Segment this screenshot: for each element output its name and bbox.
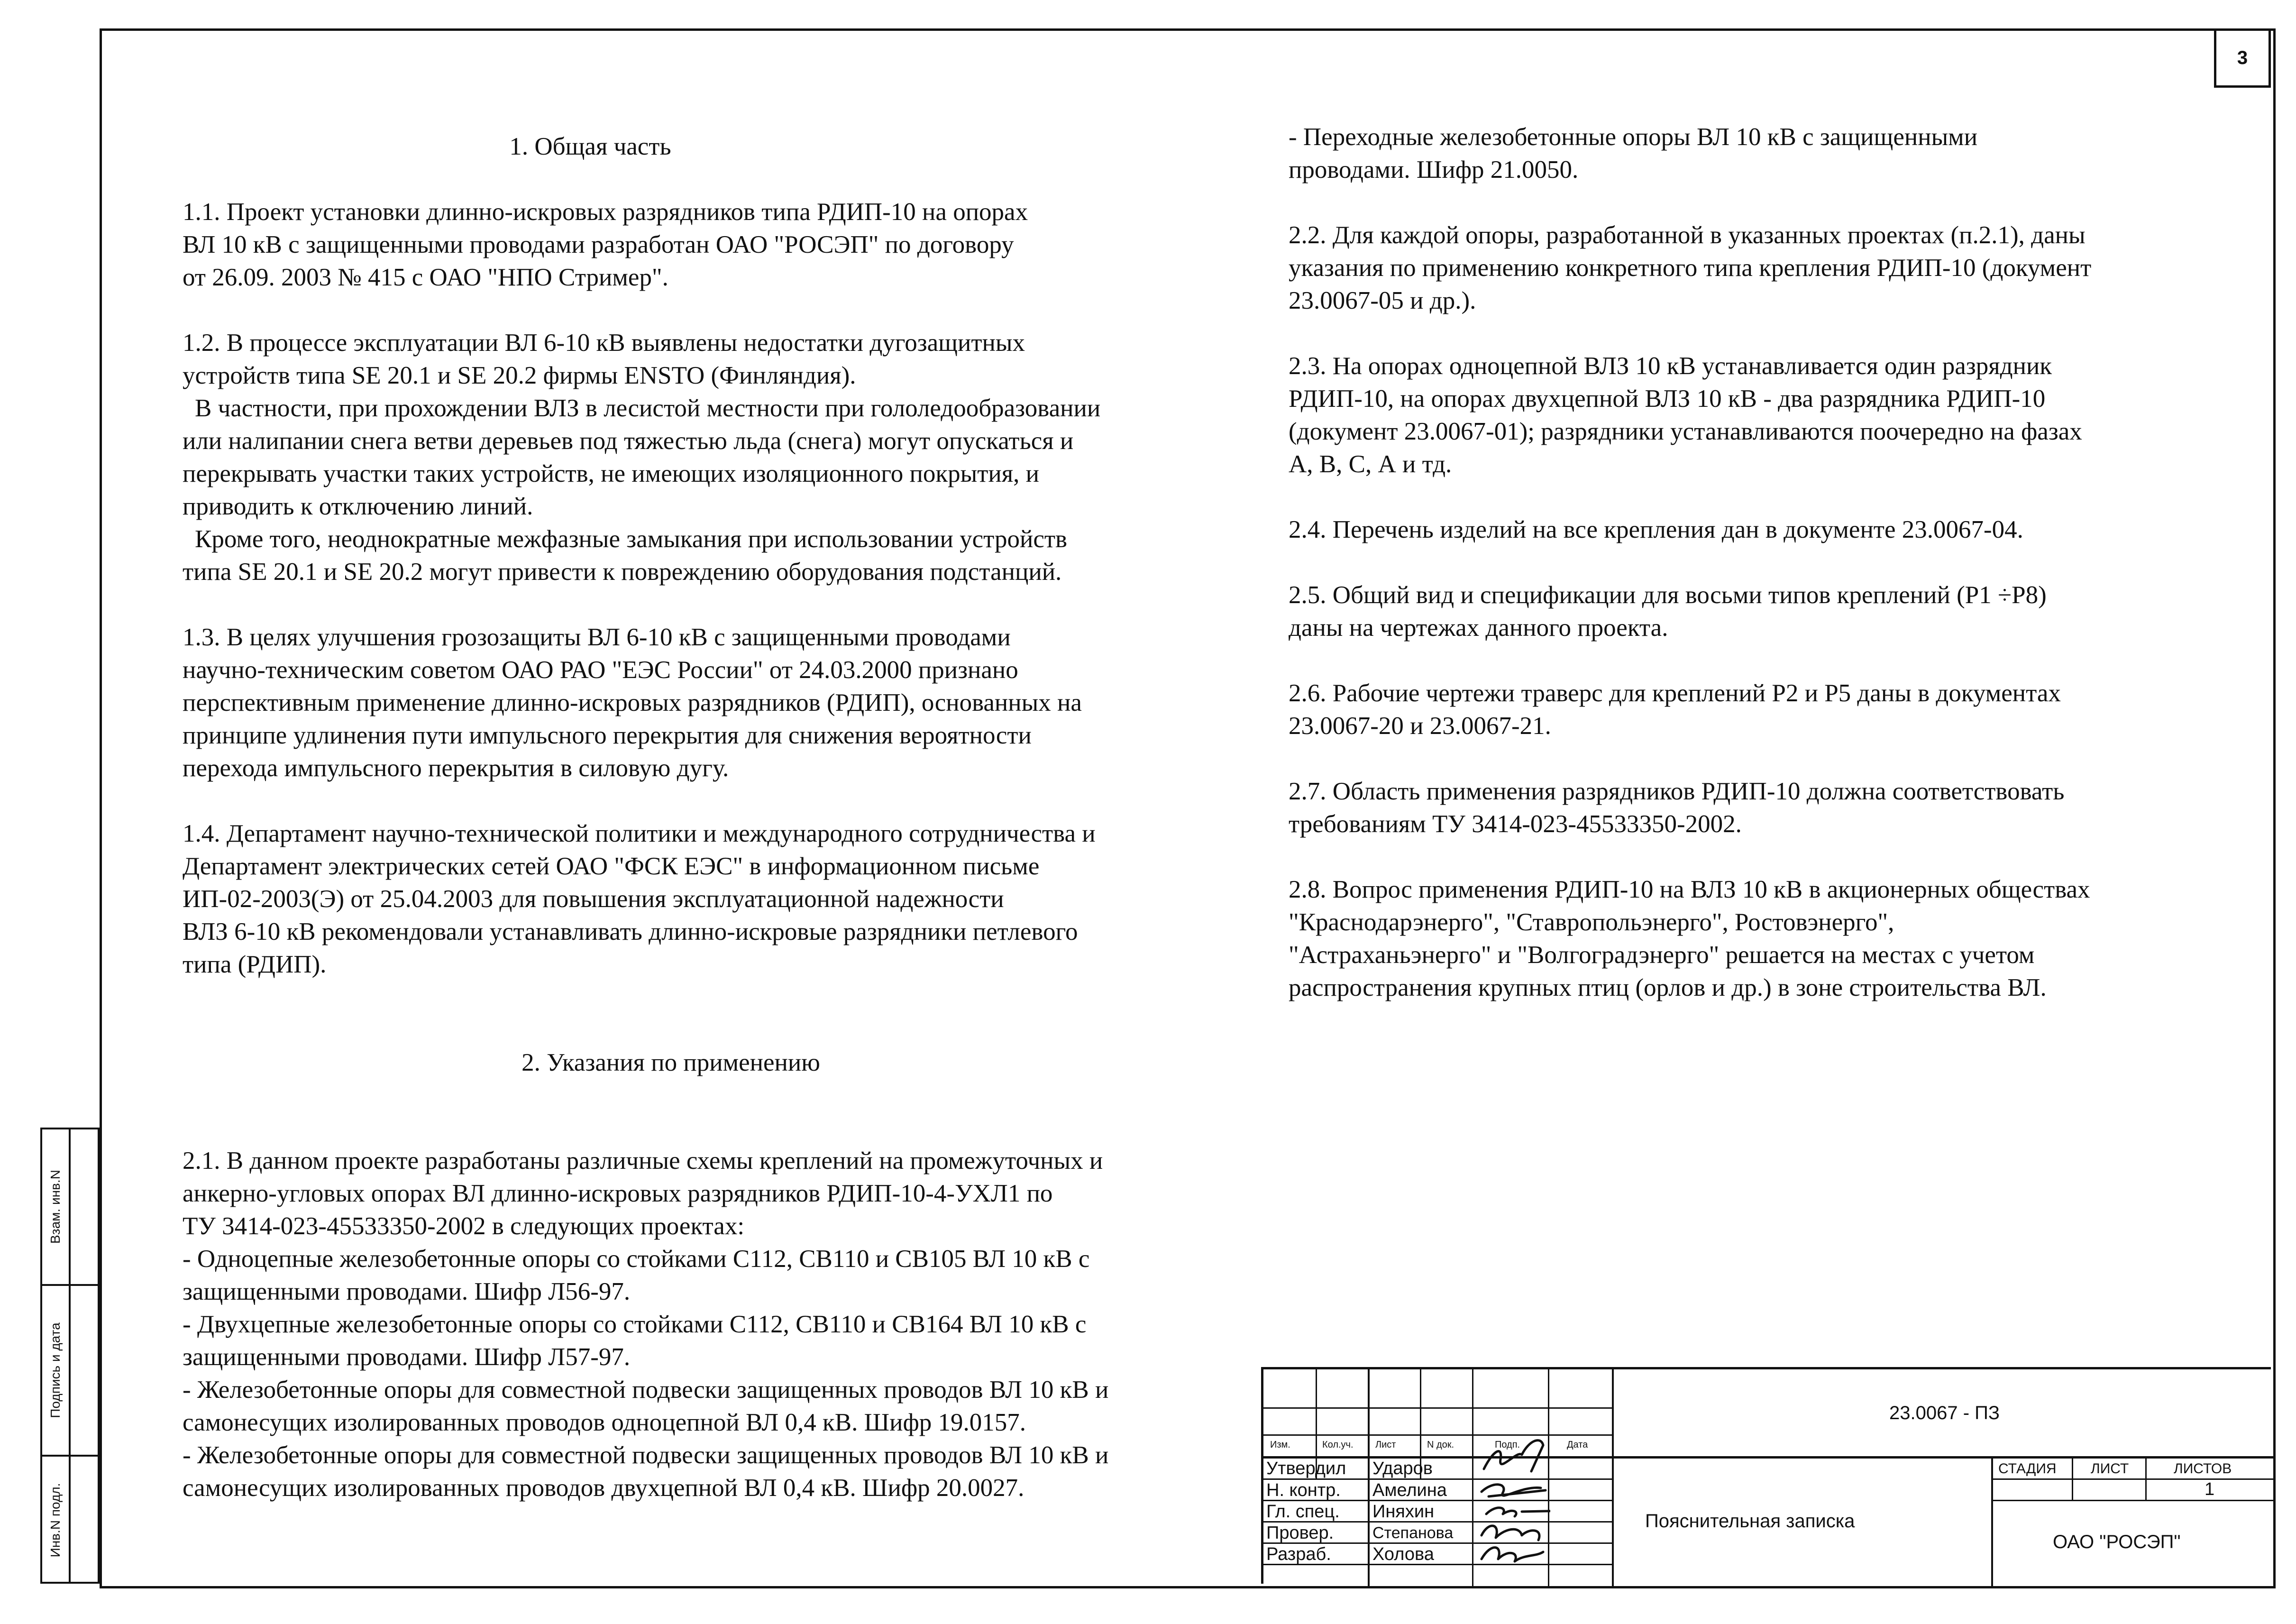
name-holova: Холова	[1372, 1544, 1434, 1564]
paragraph-2-2	[1289, 219, 2218, 317]
paragraph-1-3	[183, 621, 1244, 785]
side-stamp	[40, 1128, 100, 1584]
text-line: 2.3. На опорах одноцепной ВЛЗ 10 кВ устанавливается один разрядник	[1289, 352, 2052, 380]
paragraph-2-5	[1289, 579, 2218, 644]
paragraph-2-1-cont	[1289, 121, 2218, 186]
text-line: от 26.09. 2003 № 415 с ОАО "НПО Стример".	[183, 264, 668, 291]
text-line: В частности, при прохождении ВЛЗ в лесистой местности при гололедообразовании	[195, 395, 1101, 422]
text-line: Кроме того, неоднократные межфазные замыкания при использовании устройств	[195, 525, 1068, 553]
text-line: 23.0067-20 и 23.0067-21.	[1289, 712, 1551, 740]
text-line: - Переходные железобетонные опоры ВЛ 10 кВ с защищенными	[1289, 123, 1978, 151]
text-line: ИП-02-2003(Э) от 25.04.2003 для повышения эксплуатационной надежности	[183, 885, 1004, 913]
text-line: - Одноцепные железобетонные опоры со стойками С112, СВ110 и СВ105 ВЛ 10 кВ с	[183, 1245, 1090, 1273]
signature-inyahin	[1486, 1508, 1550, 1516]
signature-stepanova	[1482, 1526, 1539, 1540]
side-stamp-cell	[42, 1457, 98, 1584]
text-line: 2.6. Рабочие чертежи траверс для креплений Р2 и Р5 даны в документах	[1289, 679, 2061, 707]
side-label-signature: Подпись и дата	[48, 1322, 63, 1418]
col-header-podp: Подп.	[1495, 1440, 1520, 1450]
right-column	[1289, 121, 2218, 1004]
text-line: ТУ 3414-023-45533350-2002 в следующих проектах:	[183, 1212, 745, 1240]
text-line: РДИП-10, на опорах двухцепной ВЛЗ 10 кВ - два разрядника РДИП-10	[1289, 385, 2046, 413]
text-line: ВЛЗ 6-10 кВ рекомендовали устанавливать длинно-искровые разрядники петлевого	[183, 918, 1078, 945]
text-line: 2.1. В данном проекте разработаны различные схемы креплений на промежуточных и	[183, 1147, 1103, 1174]
text-line: или налипании снега ветви деревьев под тяжестью льда (снега) могут опускаться и	[183, 427, 1074, 455]
title-block	[1261, 1367, 2271, 1584]
paragraph-1-1	[183, 196, 1244, 294]
text-line: научно-техническим советом ОАО РАО "ЕЭС России" от 24.03.2000 признано	[183, 656, 1018, 684]
paragraph-2-4: 2.4. Перечень изделий на все крепления дан в документе 23.0067-04.	[1289, 516, 2023, 543]
text-line: приводить к отключению линий.	[183, 493, 533, 520]
text-line: устройств типа SE 20.1 и SE 20.2 фирмы ENSTO (Финляндия).	[183, 362, 856, 389]
paragraph-1-4	[183, 817, 1244, 981]
text-line: 1.1. Проект установки длинно-искровых разрядников типа РДИП-10 на опорах	[183, 198, 1028, 226]
role-n-kontr: Н. контр.	[1266, 1480, 1341, 1500]
text-line: "Астраханьэнерго" и "Волгоградэнерго" решается на местах с учетом	[1289, 941, 2035, 969]
name-stepanova: Степанова	[1372, 1524, 1454, 1542]
side-stamp-cell	[42, 1286, 98, 1457]
text-line: 2.7. Область применения разрядников РДИП-10 должна соответствовать	[1289, 778, 2065, 805]
text-line: 2.2. Для каждой опоры, разработанной в указанных проектах (п.2.1), даны	[1289, 221, 2086, 249]
stage-header: СТАДИЯ	[1998, 1461, 2057, 1477]
text-line: "Краснодарэнерго", "Ставропольэнерго", Ростовэнерго",	[1289, 908, 1894, 936]
side-label-inventory: Инв.N подл.	[48, 1483, 63, 1558]
sheet-number: 3	[2214, 28, 2271, 88]
text-line: распространения крупных птиц (орлов и др.) в зоне строительства ВЛ.	[1289, 974, 2047, 1001]
paragraph-2-7	[1289, 775, 2218, 841]
name-amelina: Амелина	[1372, 1480, 1447, 1500]
text-line: защищенными проводами. Шифр Л56-97.	[183, 1278, 631, 1305]
role-utverdil: Утвердил	[1266, 1459, 1346, 1478]
text-line: типа (РДИП).	[183, 951, 327, 978]
role-razrab: Разраб.	[1266, 1544, 1331, 1564]
text-line: - Железобетонные опоры для совместной подвески защищенных проводов ВЛ 10 кВ и	[183, 1376, 1109, 1404]
paragraph-2-3	[1289, 350, 2218, 481]
paragraph-1-2	[183, 327, 1244, 588]
col-header-kol-uch: Кол.уч.	[1322, 1440, 1354, 1450]
col-header-data: Дата	[1567, 1440, 1588, 1450]
text-line: ВЛ 10 кВ с защищенными проводами разработан ОАО "РОСЭП" по договору	[183, 231, 1014, 258]
text-line: перспективным применение длинно-искровых разрядников (РДИП), основанных на	[183, 689, 1082, 716]
sheets-value: 1	[2205, 1479, 2215, 1499]
organization: ОАО "РОСЭП"	[2053, 1532, 2181, 1552]
text-line: 23.0067-05 и др.).	[1289, 287, 1476, 314]
text-line: защищенными проводами. Шифр Л57-97.	[183, 1343, 631, 1371]
text-line: принципе удлинения пути импульсного перекрытия для снижения вероятности	[183, 722, 1032, 749]
text-line: указания по применению конкретного типа крепления РДИП-10 (документ	[1289, 254, 2092, 282]
sheet-header: ЛИСТ	[2091, 1461, 2129, 1477]
side-label-replace: Взам. инв.N	[48, 1170, 63, 1244]
role-gl-spec: Гл. спец.	[1266, 1502, 1340, 1522]
signature-udarov	[1484, 1440, 1543, 1471]
text-line: - Двухцепные железобетонные опоры со стойками С112, СВ110 и СВ164 ВЛ 10 кВ с	[183, 1311, 1087, 1338]
text-line: самонесущих изолированных проводов одноцепной ВЛ 0,4 кВ. Шифр 19.0157.	[183, 1409, 1026, 1436]
col-header-list: Лист	[1375, 1440, 1396, 1450]
document-code: 23.0067 - ПЗ	[1889, 1403, 2000, 1423]
text-line: 1.3. В целях улучшения грозозащиты ВЛ 6-10 кВ с защищенными проводами	[183, 624, 1011, 651]
text-line: А, В, С, А и тд.	[1289, 450, 1452, 478]
text-line: перехода импульсного перекрытия в силовую дугу.	[183, 754, 729, 782]
text-line: анкерно-угловых опорах ВЛ длинно-искровых разрядников РДИП-10-4-УХЛ1 по	[183, 1180, 1053, 1207]
text-line: перекрывать участки таких устройств, не имеющих изоляционного покрытия, и	[183, 460, 1039, 487]
col-header-izm: Изм.	[1270, 1440, 1290, 1450]
signature-amelina	[1482, 1485, 1546, 1496]
text-line: 2.5. Общий вид и спецификации для восьми типов креплений (Р1 ÷Р8)	[1289, 581, 2047, 609]
document-title: Пояснительная записка	[1645, 1511, 1855, 1532]
signatures-image	[1474, 1369, 1550, 1586]
col-header-n-dok: N док.	[1427, 1440, 1454, 1450]
text-line: 2.8. Вопрос применения РДИП-10 на ВЛЗ 10 кВ в акционерных обществах	[1289, 876, 2090, 903]
text-line: самонесущих изолированных проводов двухцепной ВЛ 0,4 кВ. Шифр 20.0027.	[183, 1474, 1025, 1502]
text-line: Департамент электрических сетей ОАО "ФСК ЕЭС" в информационном письме	[183, 853, 1040, 880]
left-column	[183, 130, 1244, 1505]
text-line: 1.4. Департамент научно-технической политики и международного сотрудничества и	[183, 820, 1096, 847]
name-inyahin: Иняхин	[1372, 1502, 1435, 1522]
text-line: - Железобетонные опоры для совместной подвески защищенных проводов ВЛ 10 кВ и	[183, 1441, 1109, 1469]
text-line: 1.2. В процессе эксплуатации ВЛ 6-10 кВ выявлены недостатки дугозащитных	[183, 329, 1025, 357]
role-prover: Провер.	[1266, 1523, 1334, 1543]
name-udarov: Ударов	[1372, 1459, 1433, 1478]
text-line: (документ 23.0067-01); разрядники устанавливаются поочередно на фазах	[1289, 418, 2082, 445]
side-stamp-cell	[42, 1129, 98, 1286]
paragraph-2-6	[1289, 677, 2218, 743]
text-line: даны на чертежах данного проекта.	[1289, 614, 1668, 642]
text-line: требованиям ТУ 3414-023-45533350-2002.	[1289, 810, 1742, 838]
paragraph-2-8	[1289, 873, 2218, 1004]
section2-title: 2. Указания по применению	[521, 1049, 820, 1076]
sheets-header: ЛИСТОВ	[2174, 1461, 2232, 1477]
section1-title: 1. Общая часть	[509, 133, 671, 160]
text-line: проводами. Шифр 21.0050.	[1289, 156, 1579, 184]
text-line: типа SE 20.1 и SE 20.2 могут привести к повреждению оборудования подстанций.	[183, 558, 1062, 586]
signature-holova	[1482, 1548, 1543, 1561]
paragraph-2-1	[183, 1145, 1244, 1505]
